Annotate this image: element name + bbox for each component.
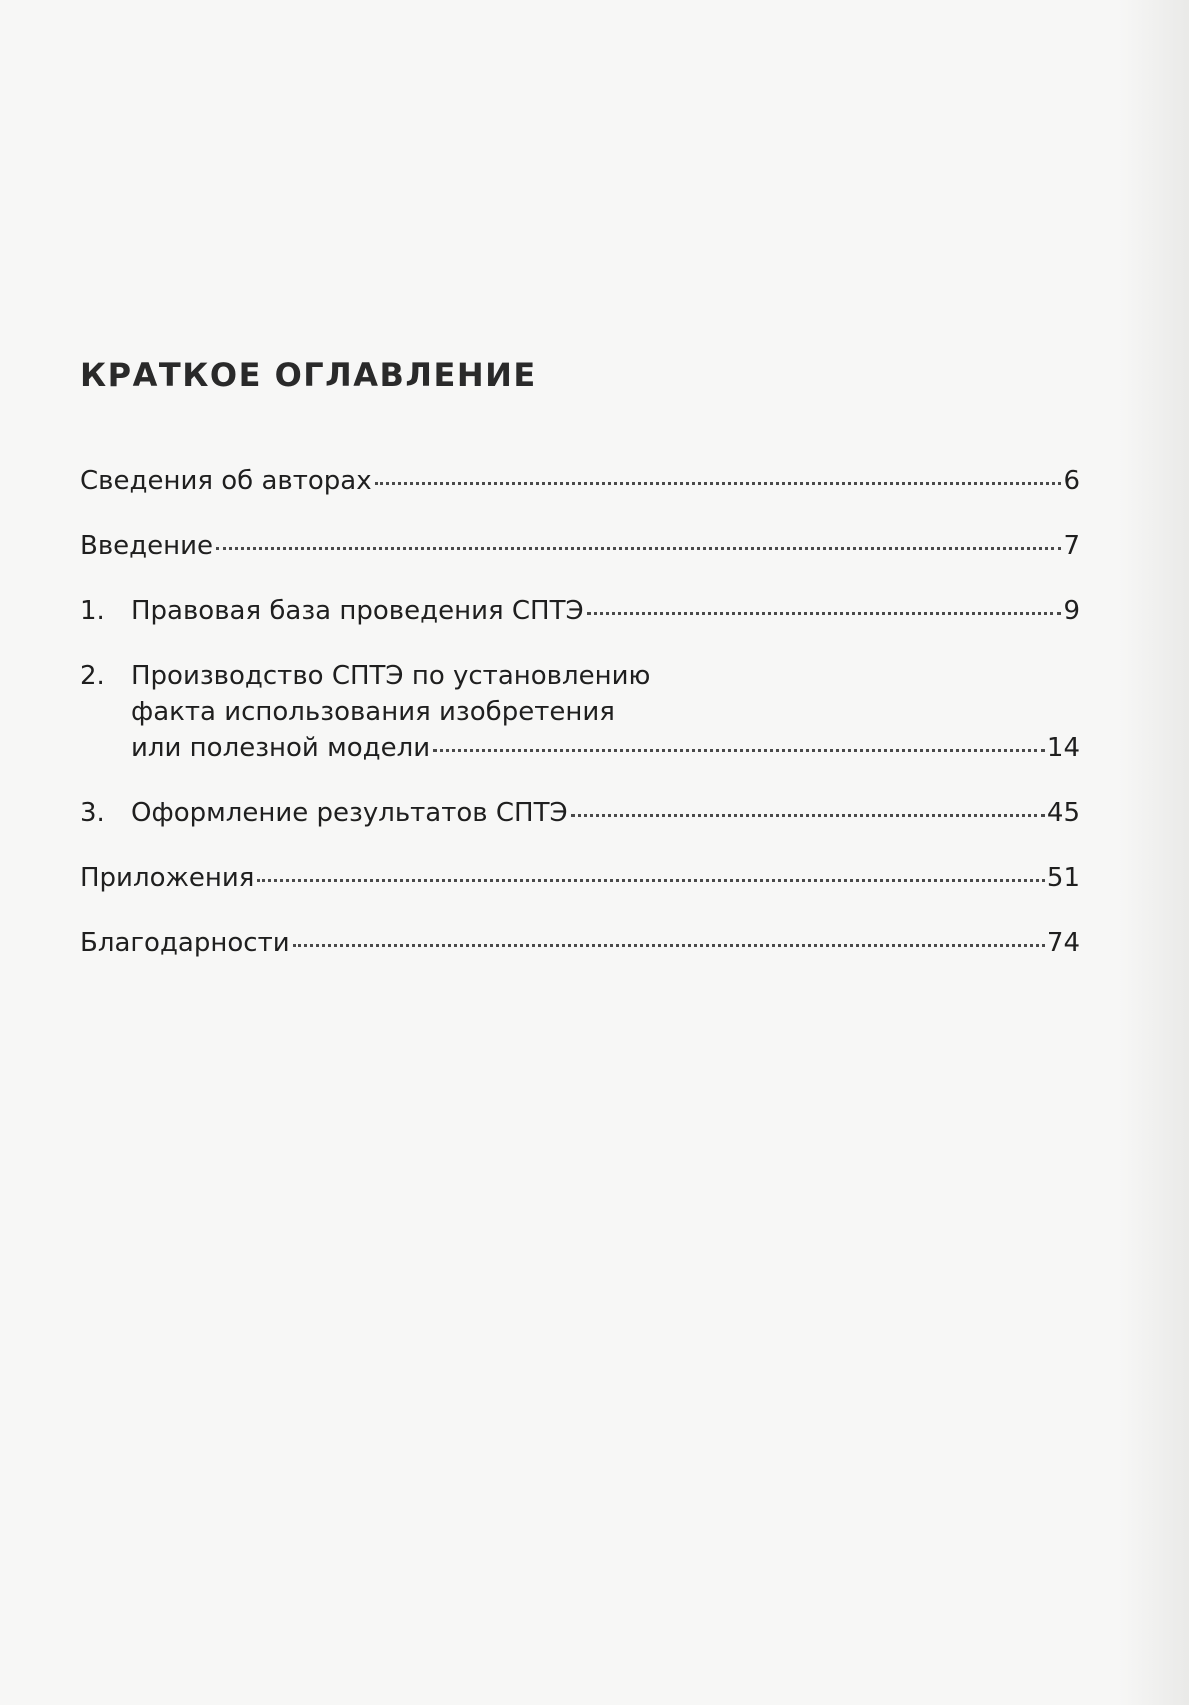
toc-entry-introduction[interactable] [80, 528, 1080, 564]
entry-line [131, 795, 1080, 831]
dot-leader [433, 749, 1045, 752]
entry-body [80, 463, 1080, 499]
entry-title: Сведения об авторах [80, 466, 372, 496]
entry-body [131, 658, 1080, 766]
entry-body [80, 528, 1080, 564]
entry-title: Оформление результатов СПТЭ [131, 798, 568, 828]
entry-line [131, 730, 1080, 766]
entry-body [131, 593, 1080, 629]
toc-entry-chapter-2[interactable] [80, 658, 1080, 766]
entry-line [131, 593, 1080, 629]
dot-leader [587, 612, 1062, 615]
page-number: 14 [1046, 733, 1080, 763]
toc-entry-chapter-1[interactable] [80, 593, 1080, 629]
page-number: 51 [1046, 863, 1080, 893]
page-number: 45 [1046, 798, 1080, 828]
page-edge-shadow [1119, 0, 1189, 1705]
entry-line [80, 528, 1080, 564]
chapter-number: 2. [80, 661, 105, 691]
page-number: 74 [1046, 928, 1080, 958]
toc-entry-acknowledgements[interactable] [80, 925, 1080, 961]
entry-line [80, 463, 1080, 499]
entry-body [131, 795, 1080, 831]
entry-line [131, 658, 1080, 694]
dot-leader [571, 814, 1045, 817]
dot-leader [257, 879, 1044, 882]
entry-title: Правовая база проведения СПТЭ [131, 596, 584, 626]
dot-leader [375, 482, 1062, 485]
entry-line [80, 925, 1080, 961]
chapter-number: 3. [80, 798, 105, 828]
entry-body [80, 860, 1080, 896]
entry-title: Введение [80, 531, 214, 561]
page-number: 7 [1063, 531, 1080, 561]
toc-entry-chapter-3[interactable] [80, 795, 1080, 831]
page-number: 6 [1063, 466, 1080, 496]
toc-list [80, 463, 1080, 961]
entry-title-line-1: Производство СПТЭ по установлению [131, 661, 651, 691]
entry-title: Благодарности [80, 928, 290, 958]
entry-line [131, 694, 1080, 730]
entry-body [80, 925, 1080, 961]
dot-leader [293, 944, 1045, 947]
entry-title-line-3: или полезной модели [131, 733, 431, 763]
entry-title-line-2: факта использования изобретения [131, 697, 615, 727]
table-of-contents [80, 353, 1080, 961]
toc-title: КРАТКОЕ ОГЛАВЛЕНИЕ [80, 356, 537, 394]
entry-title: Приложения [80, 863, 255, 893]
chapter-number: 1. [80, 596, 105, 626]
toc-entry-appendices[interactable] [80, 860, 1080, 896]
dot-leader [216, 547, 1061, 550]
entry-line [80, 860, 1080, 896]
toc-entry-authors[interactable] [80, 463, 1080, 499]
page-number: 9 [1063, 596, 1080, 626]
